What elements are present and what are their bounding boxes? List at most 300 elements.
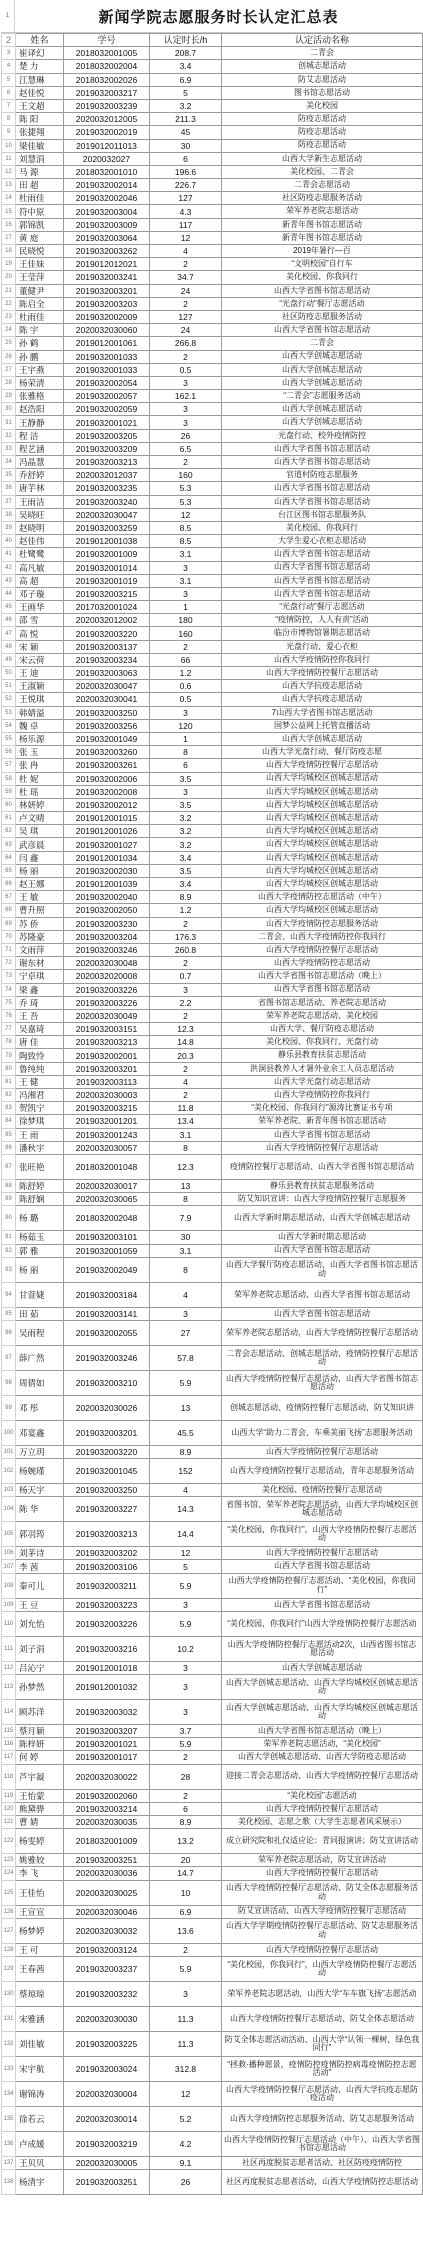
cell-hours: 208.7 [150, 47, 222, 60]
cell-name: 杜鹭鹭 [16, 548, 64, 561]
table-row [2, 2056, 423, 2081]
cell-activity: 二青会、山西大学疫情防控你我同行 [222, 930, 423, 943]
cell-activity: 山西大学疫情防控餐厅志愿活动 [222, 1943, 423, 1956]
cell-name: 文雨萍 [16, 943, 64, 956]
cell-student-id: 2019032003226 [64, 996, 150, 1009]
cell-name: 王怡蒙 [16, 1789, 64, 1802]
cell-student-id: 2020032012037 [64, 469, 150, 482]
row-number: 52 [2, 693, 16, 706]
cell-name: 陈 华 [16, 1497, 64, 1522]
table-row [2, 165, 423, 178]
row-number: 49 [2, 653, 16, 666]
row-number: 72 [2, 957, 16, 970]
cell-hours: 2 [150, 258, 222, 271]
cell-name: 吴嘉琦 [16, 1023, 64, 1036]
cell-student-id: 2019032002040 [64, 891, 150, 904]
cell-name: 张 冉 [16, 759, 64, 772]
cell-activity: 山西大学、餐厅防疫志愿活动 [222, 1023, 423, 1036]
cell-name: 宋宇航 [16, 2056, 64, 2081]
row-number: 102 [2, 1459, 16, 1484]
row-number: 87 [2, 1154, 16, 1179]
cell-hours: 2 [150, 1062, 222, 1075]
cell-activity: 二青会志愿活动 [222, 179, 423, 192]
cell-name: 徐若云 [16, 2106, 64, 2131]
cell-student-id: 2019032003223 [64, 1598, 150, 1611]
row-number: 23 [2, 310, 16, 323]
cell-activity: 山西大学均城校区创城志愿活动 [222, 825, 423, 838]
cell-student-id: 2019032002054 [64, 376, 150, 389]
cell-name: 冯晶慧 [16, 456, 64, 469]
row-number: 12 [2, 165, 16, 178]
cell-student-id: 2019032003101 [64, 1231, 150, 1244]
cell-student-id: 2019032003241 [64, 271, 150, 284]
cell-student-id: 2019032003009 [64, 218, 150, 231]
table-row [2, 693, 423, 706]
table-row [2, 772, 423, 785]
row-number: 10 [2, 139, 16, 152]
cell-hours: 160 [150, 469, 222, 482]
cell-student-id: 2019032003215 [64, 1102, 150, 1115]
cell-hours: 3.1 [150, 548, 222, 561]
cell-name: 赵王娜 [16, 878, 64, 891]
cell-hours: 3.5 [150, 798, 222, 811]
cell-name: 程 洁 [16, 429, 64, 442]
table-row [2, 99, 423, 112]
cell-activity: 山西大学创城志愿活动 [222, 350, 423, 363]
row-number: 136 [2, 2131, 16, 2156]
table-row [2, 258, 423, 271]
row-number: 77 [2, 1023, 16, 1036]
cell-hours: 8.5 [150, 521, 222, 534]
row-number: 109 [2, 1598, 16, 1611]
cell-hours: 26 [150, 429, 222, 442]
cell-activity: 山西大学省图书馆志愿活动 [222, 1598, 423, 1611]
cell-name: 高凡敏 [16, 561, 64, 574]
cell-hours: 6.9 [150, 1905, 222, 1918]
table-row [2, 614, 423, 627]
cell-activity: 山西大学省图书馆志愿活动 [222, 983, 423, 996]
table-row [2, 1981, 423, 2006]
row-number: 61 [2, 812, 16, 825]
table-row [2, 561, 423, 574]
cell-activity: 台江区图书馆志愿服务队 [222, 508, 423, 521]
row-number: 82 [2, 1089, 16, 1102]
cell-student-id: 2019032002057 [64, 390, 150, 403]
cell-activity: 成立研究院和扎仅适应论：青同报演讲；防艾宣讲活动 [222, 1829, 423, 1854]
cell-activity: 二青会志愿活动、创城志愿活动，疫情防控餐厅志愿活动 [222, 1345, 423, 1370]
cell-activity: 美化校园、疫情防控餐厅志愿活动 [222, 1484, 423, 1497]
table-row [2, 1062, 423, 1075]
row-number: 50 [2, 667, 16, 680]
cell-hours: 127 [150, 192, 222, 205]
table-row [2, 1802, 423, 1815]
cell-student-id: 2019032003240 [64, 495, 150, 508]
table-row [2, 1764, 423, 1789]
cell-name: 赵浩阳 [16, 403, 64, 416]
cell-student-id: 2019032003209 [64, 442, 150, 455]
cell-hours: 0.5 [150, 693, 222, 706]
cell-name: 张 玉 [16, 746, 64, 759]
cell-hours: 30 [150, 139, 222, 152]
cell-name: 芦宇凝 [16, 1764, 64, 1789]
cell-hours: 196.6 [150, 165, 222, 178]
row-number: 132 [2, 2031, 16, 2056]
cell-hours: 3.5 [150, 772, 222, 785]
table-row [2, 667, 423, 680]
cell-student-id: 2019032003113 [64, 1075, 150, 1088]
cell-hours: 13.6 [150, 1918, 222, 1943]
cell-hours: 12 [150, 508, 222, 521]
cell-student-id: 2020032030004 [64, 2081, 150, 2106]
cell-student-id: 2019032001201 [64, 1115, 150, 1128]
table-row [2, 47, 423, 60]
row-number: 124 [2, 1867, 16, 1880]
table-row [2, 376, 423, 389]
table-row [2, 785, 423, 798]
row-number: 42 [2, 561, 16, 574]
cell-hours: 8.5 [150, 535, 222, 548]
cell-activity: 山西大学疫情防控你我同行 [222, 1089, 423, 1102]
cell-name: 徐梦琪 [16, 1115, 64, 1128]
table-row [2, 904, 423, 917]
cell-student-id: 2019032001021 [64, 1738, 150, 1751]
cell-student-id: 2019032003220 [64, 1445, 150, 1458]
table-row [2, 521, 423, 534]
row-number: 68 [2, 904, 16, 917]
cell-student-id: 2019012001034 [64, 851, 150, 864]
cell-hours: 0.7 [150, 970, 222, 983]
cell-activity: 山西大学疫情防控餐厅志愿活动 [222, 1141, 423, 1154]
table-row [2, 1700, 423, 1725]
table-row [2, 245, 423, 258]
row-number: 24 [2, 324, 16, 337]
table-row [2, 706, 423, 719]
cell-name: 鲁纯纯 [16, 1062, 64, 1075]
cell-activity: “拯救·播种愿景，疫情防控疫情防控病毒疫情防控志愿活动” [222, 2056, 423, 2081]
table-row [2, 126, 423, 139]
cell-student-id: 2019032003225 [64, 2031, 150, 2056]
row-number: 86 [2, 1141, 16, 1154]
cell-hours: 4 [150, 1484, 222, 1497]
table-row [2, 1089, 423, 1102]
row-number: 15 [2, 205, 16, 218]
table-row [2, 719, 423, 732]
row-number: 28 [2, 376, 16, 389]
table-row [2, 2106, 423, 2131]
cell-hours: 3 [150, 1675, 222, 1700]
table-row [2, 1307, 423, 1320]
row-number: 85 [2, 1128, 16, 1141]
cell-student-id: 2020032030035 [64, 1815, 150, 1828]
cell-activity: 山西大学创城志愿活动、山西大学均城校区创城志愿活动 [222, 1700, 423, 1725]
table-row [2, 2156, 423, 2169]
cell-student-id: 2019032003260 [64, 746, 150, 759]
row-number: 16 [2, 218, 16, 231]
cell-activity: 山西大学餐厅防疫志愿活动，山西大学省图书馆志愿活动 [222, 1257, 423, 1282]
cell-activity: “疫情防控，人人有责”活动 [222, 614, 423, 627]
table-row [2, 495, 423, 508]
cell-hours: 180 [150, 614, 222, 627]
row-number: 45 [2, 601, 16, 614]
cell-student-id: 2020032012002 [64, 614, 150, 627]
cell-hours: 3.1 [150, 1244, 222, 1257]
cell-student-id: 2019032003211 [64, 1573, 150, 1598]
cell-hours: 14.4 [150, 1522, 222, 1547]
cell-name: 张雅格 [16, 390, 64, 403]
cell-activity: 山西大学学期疫情防控餐厅志愿活动、防艾志愿服务活动 [222, 1918, 423, 1943]
cell-name: 姚雅姣 [16, 1854, 64, 1867]
cell-hours: 5.9 [150, 1738, 222, 1751]
cell-hours: 3 [150, 376, 222, 389]
cell-activity: 防艾知识宣讲：山西大学疫情防控餐厅志愿服务 [222, 1193, 423, 1206]
cell-activity: 荣军养老院志愿活动、美化校园 [222, 1009, 423, 1022]
cell-activity: 二青会 [222, 337, 423, 350]
cell-activity: 社区防疫志愿服务活动 [222, 192, 423, 205]
cell-activity: 新青年图书馆志愿活动 [222, 218, 423, 231]
table-row [2, 508, 423, 521]
row-number: 111 [2, 1636, 16, 1661]
cell-name: 王 可 [16, 1943, 64, 1956]
table-row [2, 429, 423, 442]
cell-hours: 9.1 [150, 2156, 222, 2169]
cell-name: 刘子涓 [16, 1636, 64, 1661]
table-row [2, 1675, 423, 1700]
cell-student-id: 2019032003261 [64, 759, 150, 772]
cell-hours: 3.5 [150, 864, 222, 877]
cell-hours: 3.1 [150, 1128, 222, 1141]
cell-hours: 127 [150, 310, 222, 323]
cell-activity: 山西大学创城志愿活动、山西大学均城校区创城志愿活动 [222, 1675, 423, 1700]
cell-student-id: 2019032003184 [64, 1282, 150, 1307]
cell-activity: “光盘行动”餐厅志愿活动 [222, 297, 423, 310]
table-row [2, 1789, 423, 1802]
cell-activity: 山西大学疫情防控餐厅志愿活动，山西大学抗疫志愿防疫活动 [222, 2081, 423, 2106]
volunteer-hours-table [1, 33, 423, 2195]
row-number: 41 [2, 548, 16, 561]
cell-student-id: 2019032002014 [64, 179, 150, 192]
cell-hours: 2 [150, 1751, 222, 1764]
cell-name: 卢成媛 [16, 2131, 64, 2156]
cell-name: 刘允怡 [16, 1611, 64, 1636]
cell-hours: 211.3 [150, 113, 222, 126]
cell-activity: 山西大学光盘行动志愿活动 [222, 1075, 423, 1088]
cell-student-id: 2019032001021 [64, 416, 150, 429]
cell-hours: 3 [150, 561, 222, 574]
table-row [2, 442, 423, 455]
row-number: 107 [2, 1560, 16, 1573]
row-number: 120 [2, 1802, 16, 1815]
cell-activity: 山西大学疫情防控餐厅志愿活动2次，山西省图书馆志愿活动 [222, 1636, 423, 1661]
row-number: 37 [2, 495, 16, 508]
row-number: 66 [2, 878, 16, 891]
table-row [2, 2031, 423, 2056]
row-number: 18 [2, 245, 16, 258]
cell-hours: 3 [150, 1661, 222, 1674]
cell-activity: “二青会”志愿服务活动 [222, 390, 423, 403]
cell-hours: 20 [150, 1854, 222, 1867]
cell-name: 黄 庭 [16, 231, 64, 244]
cell-hours: 13.2 [150, 1829, 222, 1854]
table-row [2, 1484, 423, 1497]
cell-student-id: 2019032003024 [64, 2056, 150, 2081]
cell-student-id: 2019032003250 [64, 706, 150, 719]
cell-hours: 3 [150, 1981, 222, 2006]
cell-name: 王雨洁 [16, 495, 64, 508]
cell-activity: 山西大学新生志愿活动 [222, 152, 423, 165]
cell-student-id: 2019032002006 [64, 772, 150, 785]
cell-student-id: 2019032003246 [64, 1345, 150, 1370]
cell-name: 吴雨程 [16, 1320, 64, 1345]
row-number: 30 [2, 403, 16, 416]
cell-student-id: 2020032030041 [64, 693, 150, 706]
cell-student-id: 2019032003234 [64, 653, 150, 666]
cell-name: 杨茹玉 [16, 1231, 64, 1244]
cell-student-id: 2019032002059 [64, 403, 150, 416]
cell-activity: 山西大学均城校区创城志愿活动 [222, 851, 423, 864]
row-number: 115 [2, 1725, 16, 1738]
cell-name: 王 吾 [16, 1009, 64, 1022]
cell-name: 郭羽筠 [16, 1522, 64, 1547]
table-row [2, 403, 423, 416]
cell-name: 陈舒婷 [16, 1179, 64, 1192]
cell-activity: 迎接二青会志愿活动、山西大学疫情防控餐厅志愿活动 [222, 1764, 423, 1789]
cell-hours: 162.1 [150, 390, 222, 403]
table-row [2, 732, 423, 745]
cell-student-id: 2019032003064 [64, 231, 150, 244]
cell-hours: 12.3 [150, 1023, 222, 1036]
cell-hours: 3.1 [150, 574, 222, 587]
row-number: 38 [2, 508, 16, 521]
cell-name: 武彦晨 [16, 838, 64, 851]
cell-name: 宋雅涵 [16, 2006, 64, 2031]
table-row [2, 152, 423, 165]
cell-name: 唐 佳 [16, 1036, 64, 1049]
cell-student-id: 2019032001033 [64, 350, 150, 363]
cell-name: 赵晓明 [16, 521, 64, 534]
table-row [2, 2131, 423, 2156]
cell-activity: “文明校园”自行车 [222, 258, 423, 271]
cell-student-id: 2019032002019 [64, 126, 150, 139]
cell-activity: 山西大学均城校区创城志愿活动 [222, 785, 423, 798]
cell-activity: 二青会 [222, 47, 423, 60]
cell-student-id: 2019032003201 [64, 1420, 150, 1445]
cell-hours: 10.2 [150, 1636, 222, 1661]
table-row [2, 2006, 423, 2031]
cell-activity: 山西大学新时期志愿活动 [222, 1231, 423, 1244]
cell-activity: 山西大学省图书馆志愿活动 [222, 442, 423, 455]
cell-name: 蔡月颖 [16, 1725, 64, 1738]
row-number: 26 [2, 350, 16, 363]
cell-hours: 14.3 [150, 1497, 222, 1522]
table-row [2, 1231, 423, 1244]
row-number: 75 [2, 996, 16, 1009]
table-row [2, 1547, 423, 1560]
cell-student-id: 2019012001038 [64, 535, 150, 548]
row-number: 100 [2, 1420, 16, 1445]
cell-name: 乔 琦 [16, 996, 64, 1009]
table-row [2, 1956, 423, 1981]
table-row [2, 1023, 423, 1036]
cell-activity: 社区再度脱贫志愿者活动，山西大学疫情防控志愿活动 [222, 2170, 423, 2195]
cell-student-id: 2019012011013 [64, 139, 150, 152]
cell-student-id: 2020032012005 [64, 113, 150, 126]
table-row [2, 1049, 423, 1062]
cell-name: 吕沁宁 [16, 1661, 64, 1674]
cell-student-id: 2020032030057 [64, 1141, 150, 1154]
row-number: 83 [2, 1102, 16, 1115]
cell-name: 程艺涵 [16, 442, 64, 455]
row-number: 125 [2, 1880, 16, 1905]
cell-name: 刘茅诗 [16, 1547, 64, 1560]
cell-name: 民晓悦 [16, 245, 64, 258]
cell-name: 赵佳伟 [16, 535, 64, 548]
table-row [2, 1345, 423, 1370]
cell-student-id: 2019032003215 [64, 587, 150, 600]
row-number: 127 [2, 1918, 16, 1943]
row-number: 113 [2, 1675, 16, 1700]
row-number: 73 [2, 970, 16, 983]
table-row [2, 1943, 423, 1956]
cell-activity: 山西大学省图书馆志愿活动 [222, 324, 423, 337]
cell-hours: 1 [150, 601, 222, 614]
cell-student-id: 2019032003219 [64, 2131, 150, 2156]
cell-student-id: 2019032003237 [64, 1956, 150, 1981]
cell-name: 曹升照 [16, 904, 64, 917]
cell-name: 曹 婧 [16, 1815, 64, 1828]
cell-activity: 防艾全体志愿活动活动、山西大学“认领一棵树，绿色我同行” [222, 2031, 423, 2056]
cell-name: 杨乐源 [16, 732, 64, 745]
cell-student-id: 2019032001009 [64, 548, 150, 561]
table-row [2, 1522, 423, 1547]
cell-student-id: 2018032002004 [64, 60, 150, 73]
cell-name: 赵佳悦 [16, 86, 64, 99]
table-row [2, 73, 423, 86]
table-row [2, 917, 423, 930]
cell-activity: 静乐县教育扶贫志愿服务活动 [222, 1179, 423, 1192]
table-row [2, 416, 423, 429]
row-number: 8 [2, 113, 16, 126]
cell-activity: 山西大学疫情防控志愿活动（中午） [222, 891, 423, 904]
cell-name: 唐芋林 [16, 482, 64, 495]
cell-student-id: 2019012001015 [64, 812, 150, 825]
cell-name: 刘佳敏 [16, 2031, 64, 2056]
table-row [2, 1395, 423, 1420]
table-row [2, 1636, 423, 1661]
row-number: 97 [2, 1345, 16, 1370]
cell-student-id: 2019032003213 [64, 456, 150, 469]
cell-hours: 2 [150, 1789, 222, 1802]
table-row [2, 930, 423, 943]
table-row [2, 601, 423, 614]
cell-activity: 防疫志愿活动 [222, 139, 423, 152]
cell-hours: 5.2 [150, 2106, 222, 2131]
cell-activity: 美化校园、你我同行 [222, 271, 423, 284]
cell-activity: 山西大学疫情防控餐厅志愿活动、防艾全体志愿活动 [222, 2006, 423, 2031]
cell-activity: 省图书馆志愿活动、养老院志愿活动 [222, 996, 423, 1009]
row-number: 138 [2, 2170, 16, 2195]
cell-name: 王 豆 [16, 1598, 64, 1611]
cell-student-id: 2019032003207 [64, 1725, 150, 1738]
table-row [2, 1725, 423, 1738]
cell-student-id: 2020032030046 [64, 1905, 150, 1918]
cell-activity: 荣军养老院志愿活动 [222, 205, 423, 218]
cell-name: 王莹萍 [16, 271, 64, 284]
cell-student-id: 2019032003032 [64, 1700, 150, 1725]
cell-activity: “美化校园，你我同行”，山西大学疫情防控餐厅志愿活动 [222, 1522, 423, 1547]
table-row [2, 1661, 423, 1674]
cell-hours: 20.3 [150, 1049, 222, 1062]
cell-hours: 8 [150, 1257, 222, 1282]
